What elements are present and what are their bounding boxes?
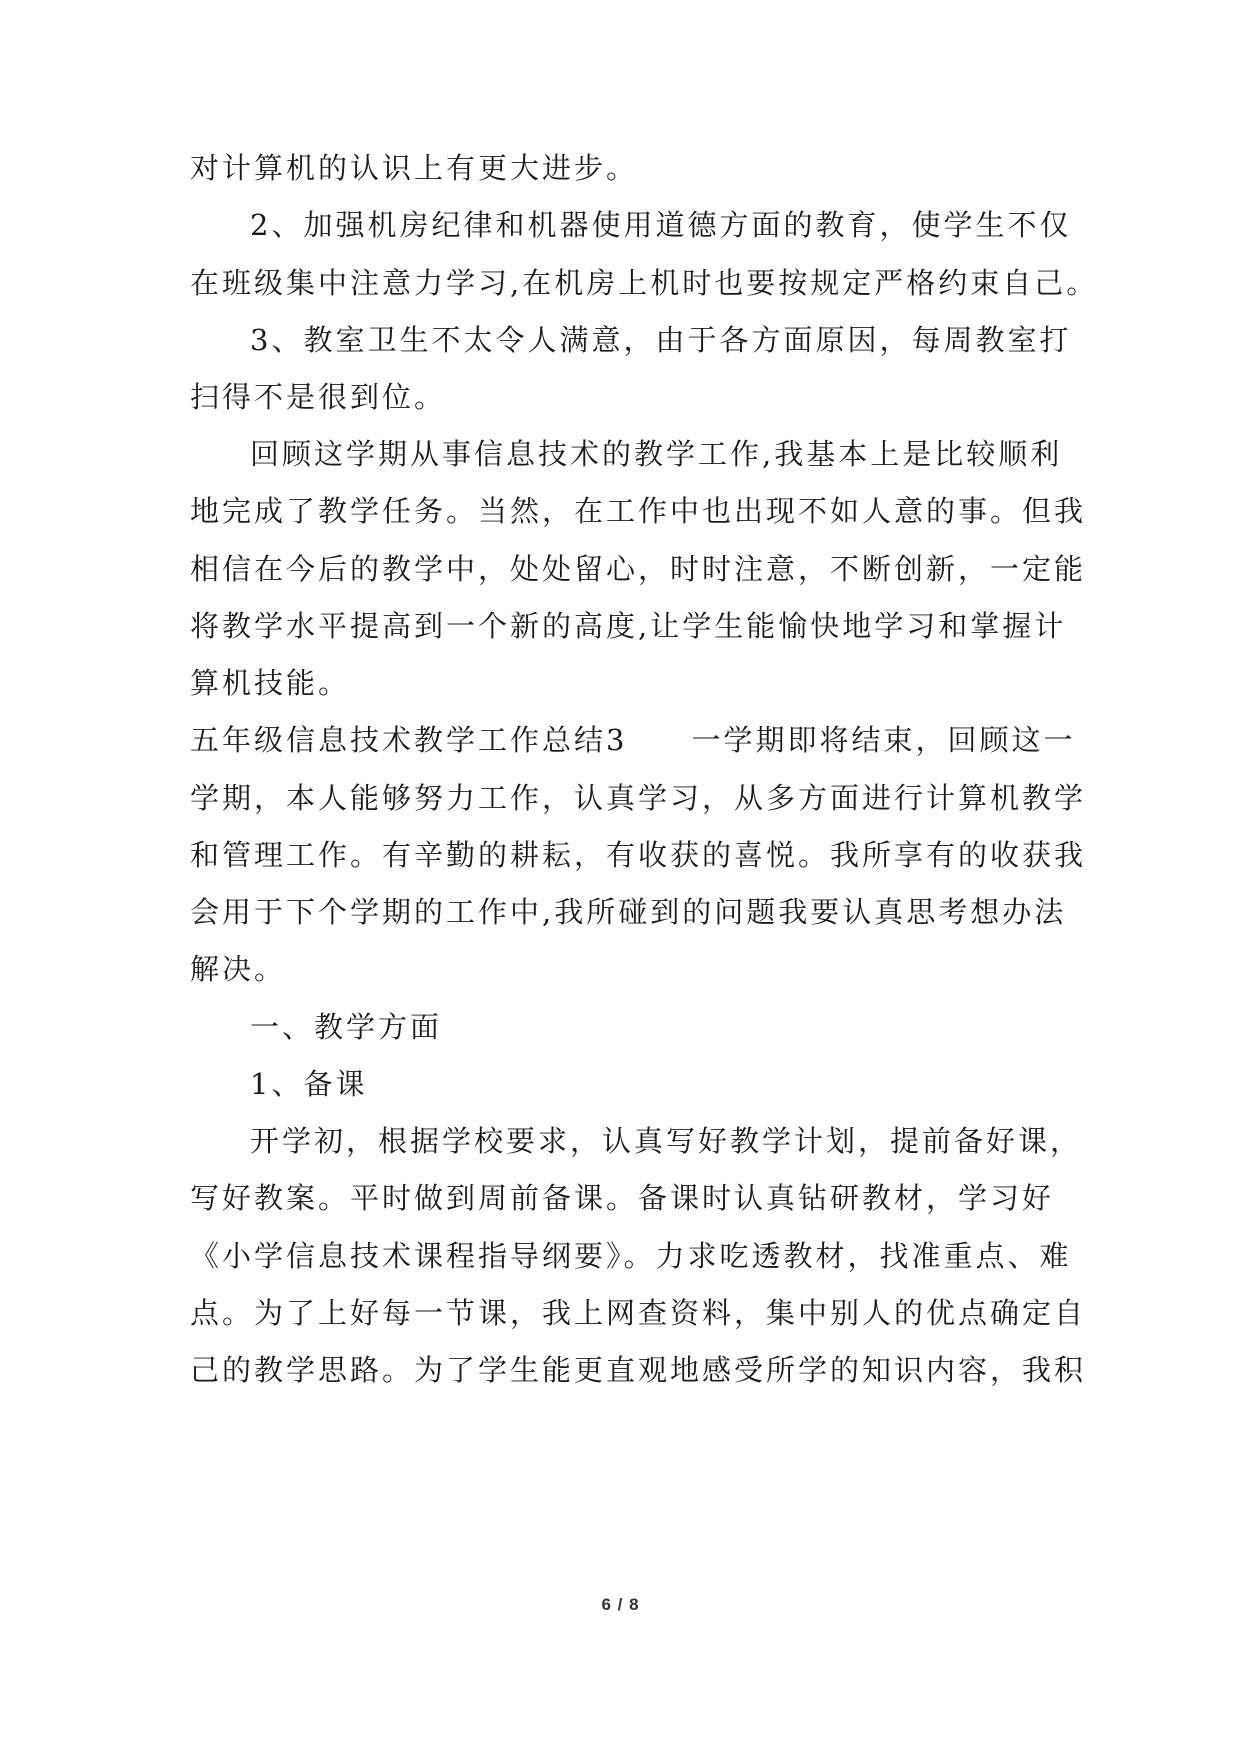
text-line: 己的教学思路。为了学生能更直观地感受所学的知识内容，我积 (190, 1353, 1087, 1387)
text-line: 写好教案。平时做到周前备课。备课时认真钻研教材，学习好 (190, 1181, 1055, 1215)
text-line: 学期，本人能够努力工作，认真学习，从多方面进行计算机教学 (190, 781, 1087, 815)
subheading-line: 1、备课 (250, 1067, 368, 1101)
text-line: 解决。 (190, 952, 287, 986)
section-title-line: 五年级信息技术教学工作总结3 一学期即将结束，回顾这一 (190, 723, 1076, 757)
text-line: 对计算机的认识上有更大进步。 (190, 151, 639, 185)
page-number: 6 / 8 (601, 1595, 640, 1614)
text-line: 相信在今后的教学中，处处留心，时时注意，不断创新，一定能 (190, 552, 1087, 586)
text-line: 地完成了教学任务。当然，在工作中也出现不如人意的事。但我 (190, 494, 1087, 528)
text-line: 回顾这学期从事信息技术的教学工作,我基本上是比较顺利 (250, 437, 1063, 471)
text-line: 在班级集中注意力学习,在机房上机时也要按规定严格约束自己。 (190, 266, 1099, 300)
text-line: 2、加强机房纪律和机器使用道德方面的教育，使学生不仅 (250, 208, 1072, 242)
heading-line: 一、教学方面 (250, 1010, 443, 1044)
text-line: 3、教室卫生不太令人满意，由于各方面原因，每周教室打 (250, 323, 1072, 357)
text-line: 扫得不是很到位。 (190, 380, 447, 414)
text-line: 开学初，根据学校要求，认真写好教学计划，提前备好课， (250, 1124, 1083, 1158)
text-line: 点。为了上好每一节课，我上网查资料，集中别人的优点确定自 (190, 1296, 1087, 1330)
text-line: 《小学信息技术课程指导纲要》。力求吃透教材，找准重点、难 (190, 1239, 1072, 1273)
text-line: 将教学水平提高到一个新的高度,让学生能愉快地学习和掌握计 (190, 609, 1067, 643)
text-line: 算机技能。 (190, 666, 351, 700)
text-line: 和管理工作。有辛勤的耕耘，有收获的喜悦。我所享有的收获我 (190, 838, 1087, 872)
text-line: 会用于下个学期的工作中,我所碰到的问题我要认真思考想办法 (190, 895, 1067, 929)
